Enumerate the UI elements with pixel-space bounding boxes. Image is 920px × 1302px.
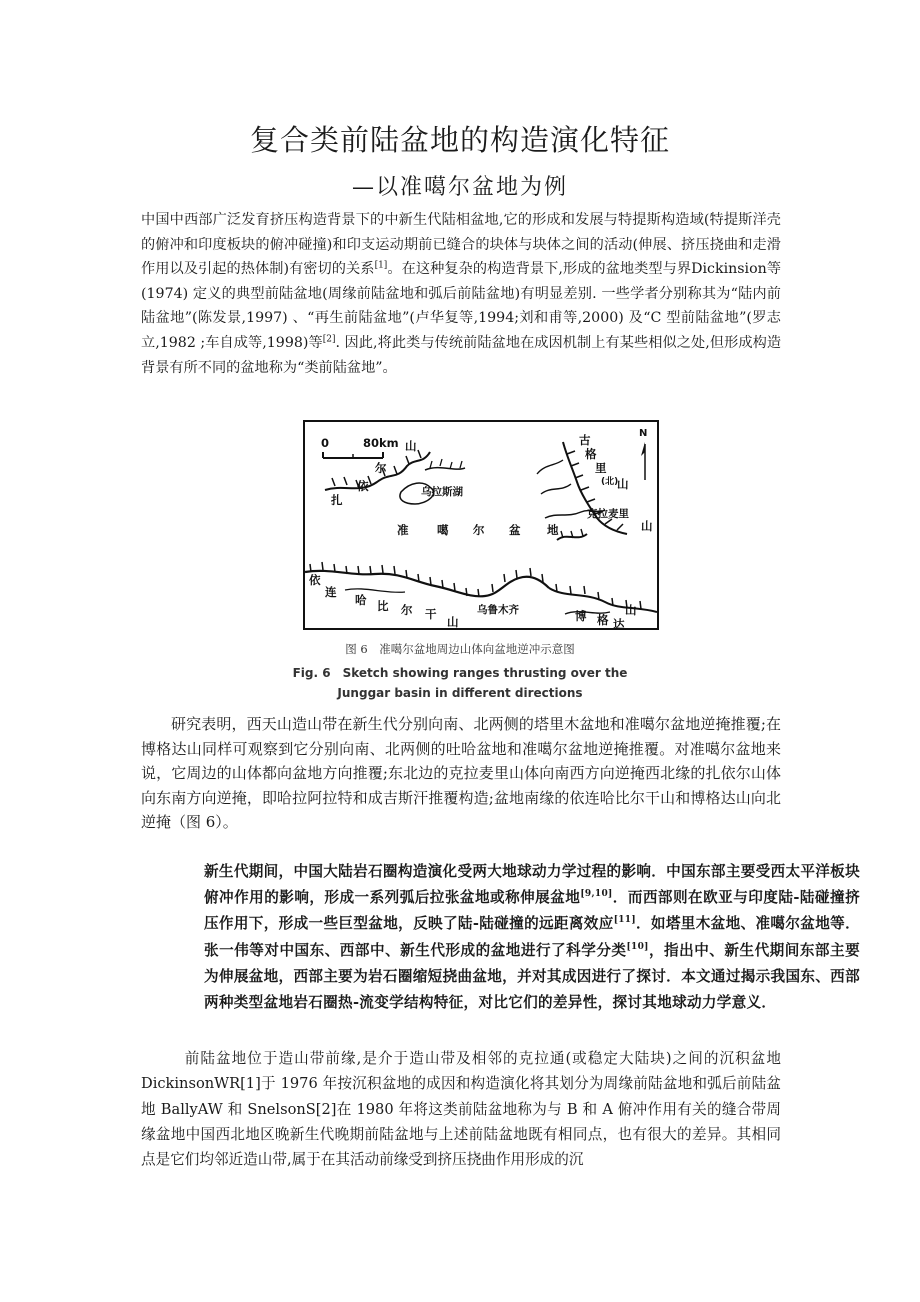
north-arrow-label: N xyxy=(639,428,648,439)
intro-text-c: . 因此,将此类与传统前陆盆地在成因机制上有某些相似之处,但形成构造背景有所不同的盆地称为“类前陆盆地”。 xyxy=(141,334,782,376)
research-paragraph: 研究表明，西天山造山带在新生代分别向南、北两侧的塔里木盆地和准噶尔盆地逆掩推覆;在博格达山同样可观察到它分别向南、北两侧的吐哈盆地和准噶尔盆地逆掩推覆。对准噶尔盆地来说，它周边的山体都向盆地方向推覆;东北边的克拉麦里山体向南西方向逆掩西北缘的扎依尔山体向东南方向逆掩，即哈拉阿拉特和成吉斯汗推覆构造;盆地南缘的依连哈比尔干山和博格达山向北逆掩（图 6）。 xyxy=(141,715,781,831)
quoted-text-c: ．如塔里木盆地、准噶尔盆地等．张一伟等对中国东、西部中、新生代形成的盆地进行了科学分类 xyxy=(204,915,860,959)
map-label: 尔 xyxy=(375,461,387,475)
quoted-text-d: ，指出中、新生代期间东部主要为伸展盆地，西部主要为岩石圈缩短挠曲盆地，并对其成因进行了探讨．本文通过揭示我国东、西部两种类型盆地岩石圈热-流变学结构特征，对比它们的差异性，探讨其地球动力学意义． xyxy=(204,941,860,1012)
intro-text-a: 中国中西部广泛发育挤压构造背景下的中新生代陆相盆地,它的形成和发展与特提斯构造域(特提斯洋壳的俯冲和印度板块的俯冲碰撞)和印支运动期前已缝合的块体与块体之间的活动(伸展、挤压挠曲和走滑作用以及引起的热体制)有密切的关系 xyxy=(141,212,781,278)
basin-label: 噶 xyxy=(437,523,449,537)
scale-zero-label: 0 xyxy=(321,436,330,450)
map-label: 山 xyxy=(617,477,629,491)
basin-label: 准 xyxy=(397,523,409,537)
figure-caption-en-1: Fig. 6 Sketch showing ranges thrusting over the xyxy=(292,666,628,680)
map-label: 哈 xyxy=(355,593,367,607)
document-title: 复合类前陆盆地的构造演化特征 xyxy=(249,123,670,157)
scale-distance-label: 80km xyxy=(363,436,399,450)
junggar-basin-map xyxy=(303,420,659,630)
map-label: 古 xyxy=(579,433,591,447)
citation-ref: [1] xyxy=(374,260,388,271)
citation-ref: [11] xyxy=(613,915,636,926)
map-label: 格 xyxy=(597,613,609,627)
map-label: 扎 xyxy=(331,493,343,507)
quoted-paragraph xyxy=(204,859,860,1016)
citation-ref: [10] xyxy=(626,941,649,952)
map-label: 依 xyxy=(357,479,369,493)
urumqi-label: 乌鲁木齐 xyxy=(477,604,519,616)
citation-ref: [2] xyxy=(322,334,336,345)
map-label: 尔 xyxy=(401,603,413,617)
map-label: 山 xyxy=(405,439,417,453)
citation-ref: [9,10] xyxy=(580,889,613,900)
figure-caption-en-2: Junggar basin in different directions xyxy=(337,686,583,700)
map-label: 山 xyxy=(625,603,637,617)
kelamaili-label: 克拉麦里 xyxy=(587,508,629,520)
intro-text-b: 。在这种复杂的构造背景下,形成的盆地类型与界Dickinsion等(1974) 定义的典型前陆盆地(周缘前陆盆地和弧后前陆盆地)有明显差别. 一些学者分别称其为“陆内前陆盆地”(陈发景,1997) 、“再生前陆盆地”(卢华复等,1994;刘和甫等,2000) 及“C 型前陆盆地”(罗志立,1982 ;车自成等,1998)等 xyxy=(141,261,782,351)
map-label: 干 xyxy=(425,607,437,621)
map-label: 达 xyxy=(613,617,625,631)
basin-label: 地 xyxy=(547,523,559,537)
map-label: 格 xyxy=(585,447,597,461)
lake-label: 乌拉斯湖 xyxy=(421,486,463,498)
figure-caption-cn: 图 6 准噶尔盆地周边山体向盆地逆冲示意图 xyxy=(345,642,575,656)
quoted-text-a: 新生代期间，中国大陆岩石圈构造演化受两大地球动力学过程的影响．中国东部主要受西太平洋板块俯冲作用的影响，形成一系列弧后拉张盆地或称伸展盆地 xyxy=(204,863,860,907)
map-label: 里 xyxy=(595,461,607,475)
basin-label: 盆 xyxy=(509,523,521,537)
map-label: (北) xyxy=(601,477,619,487)
map-label: 连 xyxy=(325,585,337,599)
map-label: 山 xyxy=(641,519,653,533)
quoted-text-b: ．而西部则在欧亚与印度陆-陆碰撞挤压作用下，形成一些巨型盆地，反映了陆-陆碰撞的远距离效应 xyxy=(204,889,860,933)
basin-label: 尔 xyxy=(473,523,485,537)
foreland-paragraph: 前陆盆地位于造山带前缘,是介于造山带及相邻的克拉通(或稳定大陆块)之间的沉积盆地 DickinsonWR[1]于 1976 年按沉积盆地的成因和构造演化将其划分为周缘前陆盆地和弧后前陆盆地 BallyAW 和 SnelsonS[2]在 1980 年将这类前陆盆地称为与 B 和 A 俯冲作用有关的缝合带周缘盆地中国西北地区晚新生代晚期前陆盆地与上述前陆盆地既有相同点，也有很大的差异。其相同点是它们均邻近造山带,属于在其活动前缘受到挤压挠曲作用形成的沉 xyxy=(141,1050,781,1169)
map-label: 山 xyxy=(447,615,459,629)
intro-paragraph xyxy=(141,208,781,380)
map-label: 博 xyxy=(575,609,587,623)
map-label: 比 xyxy=(377,599,389,613)
map-label: 依 xyxy=(309,573,321,587)
document-subtitle: —以准噶尔盆地为例 xyxy=(351,175,568,200)
